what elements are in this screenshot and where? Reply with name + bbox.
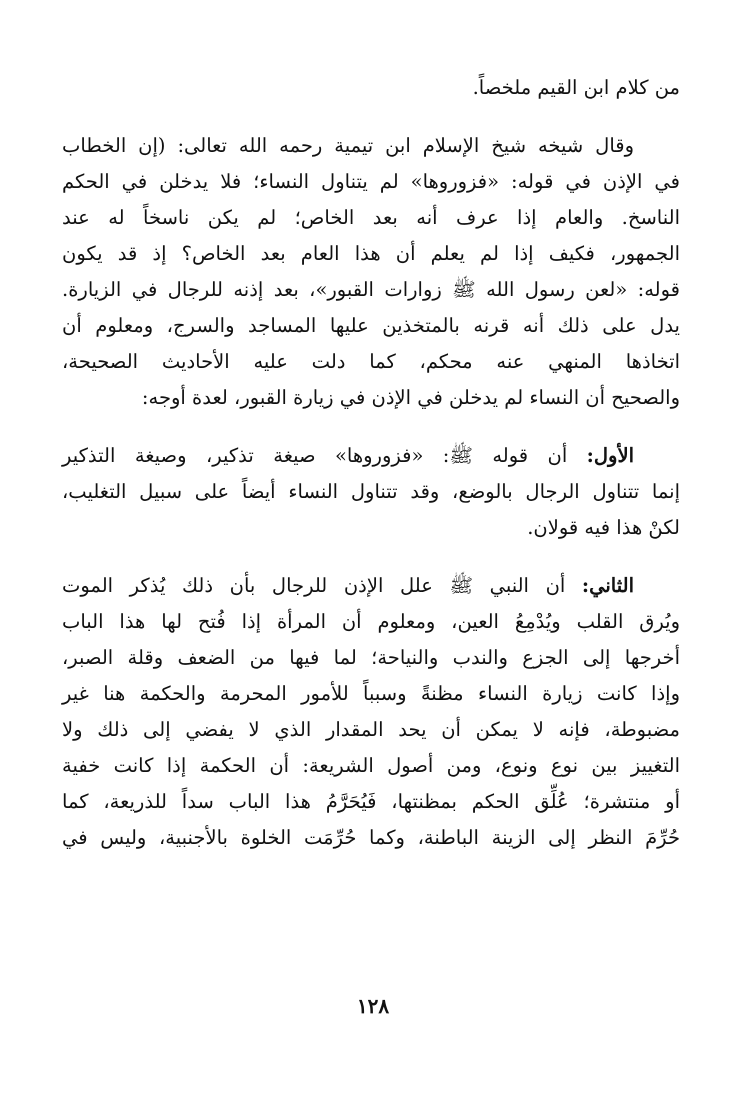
first-reason-label: الأول:: [586, 444, 634, 467]
paragraph-second-reason: [62, 568, 680, 856]
page-number: ١٢٨: [356, 994, 390, 1018]
second-reason-label: الثاني:: [581, 574, 634, 597]
text-line: [62, 568, 680, 604]
text-line: مضبوطة، فإنه لا يمكن أن يحد المقدار الذي لا يفضي إلى ذلك ولا: [62, 718, 680, 741]
text-line: إنما تتناول الرجال بالوضع، وقد تتناول النساء أيضاً على سبيل التغليب،: [62, 480, 680, 503]
text-line: وإذا كانت زيارة النساء مظنةً وسبباً للأمور المحرمة والحكمة هنا غير: [62, 682, 680, 705]
text-line: ويُرق القلب ويُدْمِعُ العين، ومعلوم أن المرأة إذا فُتح لها هذا الباب: [62, 610, 680, 633]
text-line: في الإذن في قوله: «فزوروها» لم يتناول النساء؛ فلا يدخلن في الحكم: [62, 170, 680, 193]
paragraph-first-reason: [62, 438, 680, 546]
text-line: أو منتشرة؛ عُلِّق الحكم بمظنتها، فَيُحَرَّمُ هذا الباب سداً للذريعة، كما: [62, 790, 680, 813]
text-line: [62, 438, 680, 474]
first-reason-text: أن قوله ﷺ: «فزوروها» صيغة تذكير، وصيغة التذكير: [62, 444, 587, 467]
text-line: حُرِّمَ النظر إلى الزينة الباطنة، وكما حُرِّمَت الخلوة بالأجنبية، وليس في: [62, 826, 680, 849]
text-line: أخرجها إلى الجزع والندب والنياحة؛ لما فيها من الضعف وقلة الصبر،: [62, 646, 680, 669]
second-reason-text: أن النبي ﷺ علل الإذن للرجال بأن ذلك يُذكر الموت: [62, 574, 582, 597]
paragraph-gap: [62, 106, 680, 128]
book-page: [62, 70, 680, 856]
text-line: التغييز بين نوع ونوع، ومن أصول الشريعة: أن الحكمة إذا كانت خفية: [62, 754, 680, 777]
text-line: قوله: «لعن رسول الله ﷺ زوارات القبور»، بعد إذنه للرجال في الزيارة.: [62, 278, 680, 301]
paragraph-ibn-taymiyya: [62, 128, 680, 416]
text-line: والصحيح أن النساء لم يدخلن في الإذن في زيارة القبور، لعدة أوجه:: [141, 386, 680, 409]
text-line: الناسخ. والعام إذا عرف أنه بعد الخاص؛ لم يكن ناسخاً له عند: [62, 206, 680, 229]
intro-line: من كلام ابن القيم ملخصاً.: [472, 76, 680, 99]
text-line: وقال شيخه شيخ الإسلام ابن تيمية رحمه الله تعالى: (إن الخطاب: [62, 134, 634, 157]
paragraph-gap: [62, 416, 680, 438]
text-line: لكنْ هذا فيه قولان.: [527, 516, 680, 539]
text-line: الجمهور، فكيف إذا لم يعلم أن هذا العام بعد الخاص؟ إذ قد يكون: [62, 242, 680, 265]
text-line: اتخاذها المنهي عنه محكم، كما دلت عليه الأحاديث الصحيحة،: [62, 350, 680, 373]
paragraph-gap: [62, 546, 680, 568]
text-line: يدل على ذلك أنه قرنه بالمتخذين عليها المساجد والسرج، ومعلوم أن: [62, 314, 680, 337]
